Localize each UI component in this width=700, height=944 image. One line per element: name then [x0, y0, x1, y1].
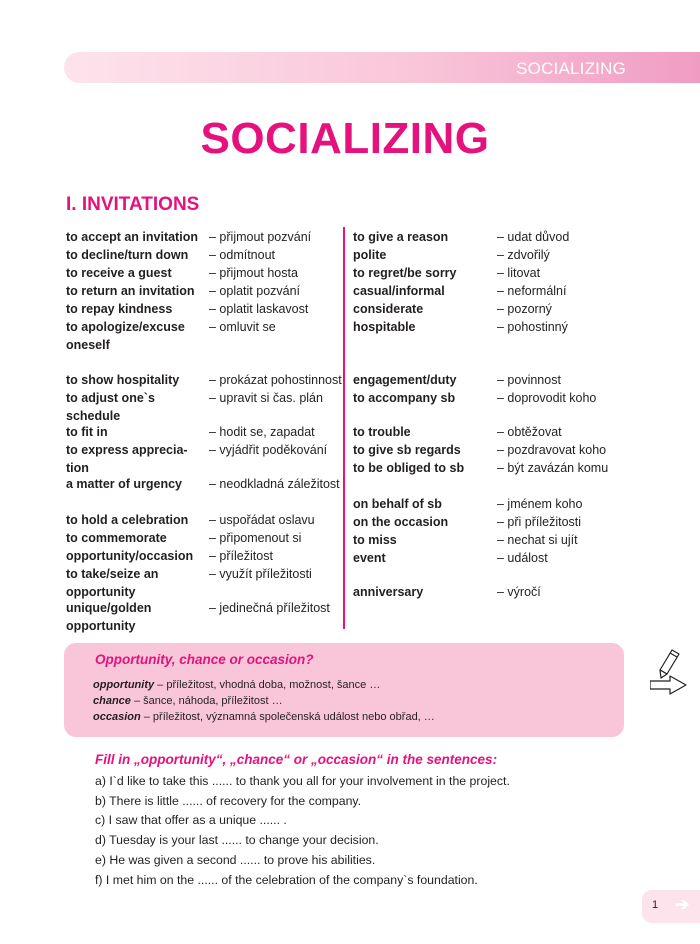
vocab-term: on behalf of sb [353, 497, 442, 511]
vocab-term: to accept an invitation [66, 230, 198, 244]
vocab-translation: – výročí [497, 585, 541, 599]
vocab-translation: – odmítnout [209, 248, 276, 262]
column-divider [343, 227, 345, 629]
vocab-term: considerate [353, 302, 424, 316]
vocab-translation: – vyjádřit poděkování [209, 443, 328, 457]
pencil-icon [650, 648, 690, 696]
vocab-translation: – doprovodit koho [497, 391, 597, 405]
info-term: occasion [93, 711, 141, 723]
vocab-term: to repay kindness [66, 302, 173, 316]
vocab-term: to receive a guest [66, 266, 172, 280]
vocab-term: to give a reason [353, 230, 449, 244]
vocab-term: opportunity/occasion [66, 549, 194, 563]
info-line-occasion [93, 711, 435, 723]
vocab-translation: – připomenout si [209, 531, 302, 545]
vocab-term: to hold a celebration [66, 513, 189, 527]
info-text: – příležitost, vhodná doba, možnost, šance … [154, 679, 381, 691]
info-line-chance [93, 695, 283, 707]
vocab-term: polite [353, 248, 387, 262]
info-box-title: Opportunity, chance or occasion? [95, 652, 314, 667]
vocab-translation: – litovat [497, 266, 541, 280]
info-term: opportunity [93, 679, 155, 691]
vocab-translation: – být zavázán komu [497, 461, 609, 475]
vocab-term: a matter of urgency [66, 477, 183, 491]
page-number: 1 [652, 899, 659, 911]
vocab-translation: – jedinečná příležitost [209, 601, 330, 615]
vocab-translation: – nechat si ujít [497, 533, 578, 547]
vocab-term: to show hospitality [66, 373, 180, 387]
vocab-term: on the occasion [353, 515, 449, 529]
vocab-translation: – využít příležitosti [209, 567, 312, 581]
page-tab[interactable] [642, 890, 700, 923]
vocab-term: hospitable [353, 320, 416, 334]
vocab-term: to accompany sb [353, 391, 456, 405]
vocab-translation: – událost [497, 551, 548, 565]
exercise-sentence: c) I saw that offer as a unique ...... . [95, 813, 287, 828]
exercise-title: Fill in „opportunity“, „chance“ or „occasion“ in the sentences: [95, 752, 498, 767]
info-line-opportunity [93, 679, 380, 691]
vocab-translation: – pohostinný [497, 320, 568, 334]
vocab-translation: – pozorný [497, 302, 552, 316]
vocab-term: to decline/turn down [66, 248, 189, 262]
vocab-translation: – příležitost [209, 549, 273, 563]
vocab-translation: – při příležitosti [497, 515, 582, 529]
vocab-translation: – omluvit se [209, 320, 276, 334]
exercise-sentence: e) He was given a second ...... to prove his abilities. [95, 852, 376, 867]
vocab-term: to take/seize an opportunity [66, 567, 159, 599]
arrow-right-icon[interactable]: ➔ [675, 895, 690, 914]
vocab-translation: – hodit se, zapadat [209, 425, 315, 439]
vocab-translation: – oplatit laskavost [209, 302, 309, 316]
vocab-translation: – oplatit pozvání [209, 284, 301, 298]
vocab-term: anniversary [353, 585, 424, 599]
vocab-translation: – přijmout hosta [209, 266, 298, 280]
exercise-sentence: a) I`d like to take this ...... to thank you all for your involvement in the project. [95, 774, 510, 788]
vocab-term: casual/informal [353, 284, 445, 298]
vocab-translation: – uspořádat oslavu [209, 513, 315, 527]
page-title: SOCIALIZING [200, 114, 490, 163]
vocab-term: to miss [353, 533, 397, 547]
vocab-translation: – obtěžovat [497, 425, 562, 439]
vocab-translation: – jménem koho [497, 497, 583, 511]
vocab-term: to adjust one`s schedule [66, 391, 155, 423]
vocab-translation: – udat důvod [497, 230, 570, 244]
vocab-term: unique/golden opportunity [66, 601, 152, 633]
vocab-translation: – povinnost [497, 373, 561, 387]
vocab-term: to trouble [353, 425, 411, 439]
exercise-sentence: d) Tuesday is your last ...... to change your decision. [95, 833, 379, 848]
vocab-translation: – pozdravovat koho [497, 443, 607, 457]
vocab-translation: – zdvořilý [497, 248, 550, 262]
exercise-sentence: f) I met him on the ...... of the celebration of the company`s foundation. [95, 872, 478, 887]
info-box [64, 643, 624, 737]
vocab-translation: – přijmout pozvání [209, 230, 312, 244]
vocab-translation: – neformální [497, 284, 567, 298]
info-term: chance [93, 695, 131, 707]
top-banner [64, 52, 700, 83]
vocab-term: to regret/be sorry [353, 266, 457, 280]
vocab-term: event [353, 551, 386, 565]
vocab-term: to commemorate [66, 531, 167, 545]
vocab-translation: – neodkladná záležitost [209, 477, 340, 491]
vocab-translation: – upravit si čas. plán [209, 391, 323, 405]
vocab-term: engagement/duty [353, 373, 457, 387]
vocab-term: to fit in [66, 425, 108, 439]
vocab-term: to give sb regards [353, 443, 461, 457]
vocab-term: to be obliged to sb [353, 461, 465, 475]
info-text: – šance, náhoda, příležitost … [130, 695, 283, 707]
section-title: I. INVITATIONS [66, 194, 200, 215]
vocab-term: to apologize/excuse oneself [66, 320, 185, 352]
vocab-translation: – prokázat pohostinnost [209, 373, 342, 387]
exercise-sentence: b) There is little ...... of recovery for the company. [95, 793, 362, 808]
vocab-term: to return an invitation [66, 284, 195, 298]
banner-title: SOCIALIZING [516, 59, 626, 78]
vocab-term: to express appreciation [66, 443, 188, 475]
info-text: – příležitost, významná společenská událost nebo obřad, … [140, 711, 435, 723]
